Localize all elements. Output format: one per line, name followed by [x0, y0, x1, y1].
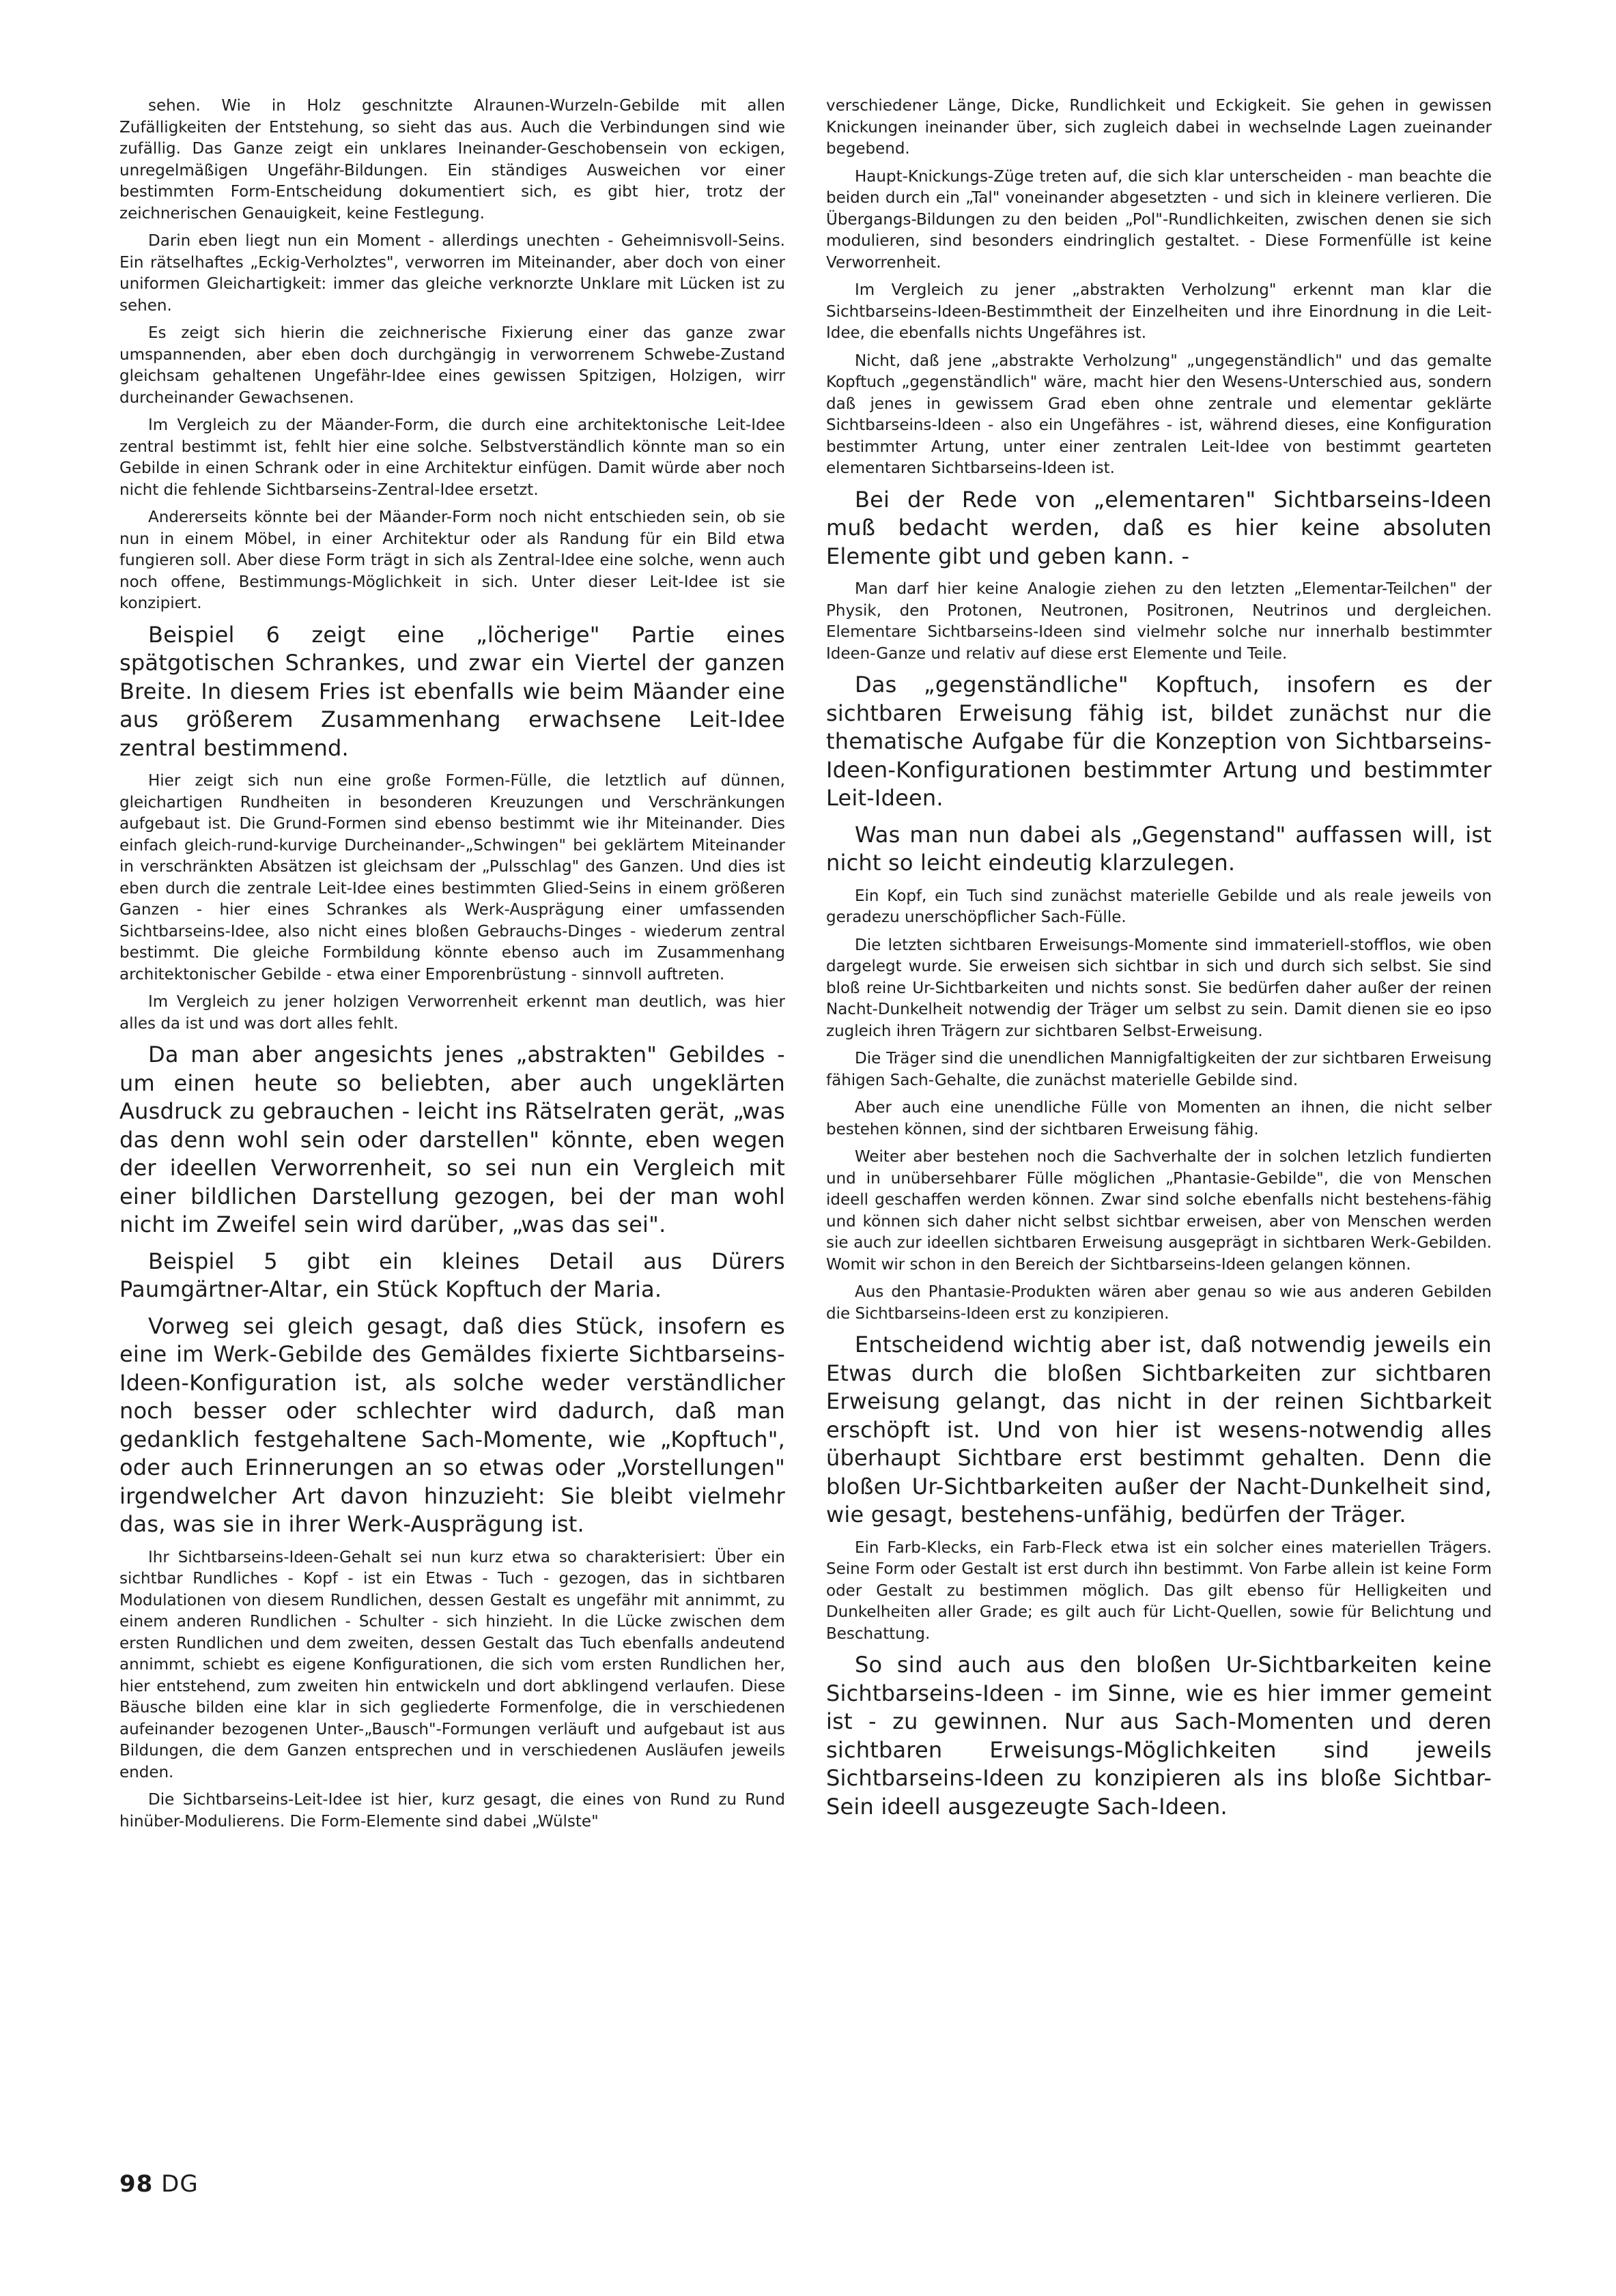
left-column: [119, 96, 785, 1839]
paragraph-large: Beispiel 6 zeigt eine „löcherige" Partie eines spätgotischen Schrankes, und zwar ein Viertel der ganzen Breite. In diesem Fries ist ebenfalls wie beim Mäander eine aus größerem Zusammenhang erwachsene Leit-Idee zentral bestimmend.: [119, 621, 785, 761]
paragraph: Aus den Phantasie-Produkten wären aber genau so wie aus anderen Gebilden die Sichtbarseins-Ideen erst zu konzipieren.: [826, 1283, 1492, 1323]
paragraph-large: Vorweg sei gleich gesagt, daß dies Stück, insofern es eine im Werk-Gebilde des Gemäldes fixierte Sichtbarseins-Ideen-Konfiguration ist, als solche weder verständlicher noch besser oder schlechter wird dadurch, daß man gedanklich festgehaltene Sach-Momente, wie „Kopftuch", oder auch Erinnerungen an so etwas oder „Vorstellungen" irgendwelcher Art davon hinzuzieht: Sie bleibt vielmehr das, was sie in ihrer Werk-Ausprägung ist.: [119, 1312, 785, 1537]
paragraph: Ihr Sichtbarseins-Ideen-Gehalt sei nun kurz etwa so charakterisiert: Über ein sichtbar Rundliches - Kopf - ist ein Etwas - Tuch - gezogen, das in sichtbaren Modulationen von diesem Rundlichen, dessen Gestalt es ungefähr mit annimmt, zu einem anderen Rundlichen - Schulter - sich hinzieht. In die Lücke zwischen dem ersten Rundlichen und dem zweiten, dessen Gestalt das Tuch ebenfalls andeutend annimmt, schiebt es eigene Konfigurationen, die sich vom ersten Rundlichen her, hier entstehend, zum zweiten hin entwickeln und dort abklingend verlaufen. Diese Bäusche bilden eine klar in sich gegliederte Formenfolge, die in verschiedenen aufeinander bezogenen Unter-„Bausch"-Formungen verläuft und aufgebaut ist aus Bildungen, die dem Ganzen entsprechen und in verschiedenen Ausläufen jeweils enden.: [119, 1548, 785, 1781]
paragraph: Ein Kopf, ein Tuch sind zunächst materielle Gebilde und als reale jeweils von geradezu unerschöpflicher Sach-Fülle.: [826, 887, 1492, 926]
page-number: 98: [119, 2170, 154, 2198]
right-column: [826, 96, 1492, 1829]
paragraph-large: Was man nun dabei als „Gegenstand" auffassen will, ist nicht so leicht eindeutig klarzulegen.: [826, 821, 1492, 876]
paragraph: verschiedener Länge, Dicke, Rundlichkeit und Eckigkeit. Sie gehen in gewissen Knickungen ineinander über, sich zugleich dabei in wechselnde Lagen zueinander begebend.: [826, 97, 1492, 158]
journal-abbreviation: DG: [161, 2170, 199, 2198]
paragraph-large: Das „gegenständliche" Kopftuch, insofern es der sichtbaren Erweisung fähig ist, bildet zunächst nur die thematische Aufgabe für die Konzeption von Sichtbarseins-Ideen-Konfigurationen bestimmter Artung und bestimmter Leit-Ideen.: [826, 672, 1492, 811]
paragraph: Andererseits könnte bei der Mäander-Form noch nicht entschieden sein, ob sie nun in einem Möbel, in einer Architektur oder als Randung für ein Bild etwa fungieren soll. Aber diese Form trägt in sich als Zentral-Idee eine solche, wenn auch noch offene, Bestimmungs-Möglichkeit in sich. Unter dieser Leit-Idee ist sie konzipiert.: [119, 508, 785, 612]
paragraph: Die letzten sichtbaren Erweisungs-Momente sind immateriell-stofflos, wie oben dargelegt wurde. Sie erweisen sich sichtbar in sich und durch sich selbst. Sie sind bloß reine Ur-Sichtbarkeiten und nichts sonst. Sie bedürfen daher außer der reinen Nacht-Dunkelheit notwendig der Träger um selbst zu sein. Damit dienen sie eo ipso zugleich ihren Trägern zur sichtbaren Selbst-Erweisung.: [826, 936, 1492, 1040]
paragraph: Ein Farb-Klecks, ein Farb-Fleck etwa ist ein solcher eines materiellen Trägers. Seine Form oder Gestalt ist erst durch ihn bestimmt. Von Farbe allein ist keine Form oder Gestalt zu bestimmen möglich. Das gilt ebenso für Helligkeiten und Dunkelheiten aller Grade; es gilt auch für Licht-Quellen, sowie für Belichtung und Beschattung.: [826, 1538, 1492, 1643]
paragraph-large: Beispiel 5 gibt ein kleines Detail aus Dürers Paumgärtner-Altar, ein Stück Kopftuch der Maria.: [119, 1248, 785, 1302]
paragraph: Die Träger sind die unendlichen Mannigfaltigkeiten der zur sichtbaren Erweisung fähigen Sach-Gehalte, die zunächst materielle Gebilde sind.: [826, 1050, 1492, 1089]
paragraph: Im Vergleich zu jener „abstrakten Verholzung" erkennt man klar die Sichtbarseins-Ideen-Bestimmtheit der Einzelheiten und ihre Einordnung in die Leit-Idee, die ebenfalls nichts Ungefähres ist.: [826, 281, 1492, 342]
page-footer: [119, 2170, 199, 2198]
paragraph-large: Entscheidend wichtig aber ist, daß notwendig jeweils ein Etwas durch die bloßen Sichtbarkeiten zur sichtbaren Erweisung gelangt, das nicht in der reinen Sichtbarkeit erschöpft ist. Und von hier ist wesens-notwendig alles überhaupt Sichtbare erst bestimmt gehalten. Denn die bloßen Ur-Sichtbarkeiten außer der Nacht-Dunkelheit sind, wie gesagt, bestehens-unfähig, bedürfen der Träger.: [826, 1332, 1492, 1527]
paragraph: Haupt-Knickungs-Züge treten auf, die sich klar unterscheiden - man beachte die beiden durch ein „Tal" voneinander abgesetzten - und sich in kleinere verlieren. Die Übergangs-Bildungen zu den beiden „Pol"-Rundlichkeiten, zwischen denen sie sich modulieren, sind besonders eindringlich gestaltet. - Diese Formenfülle ist keine Verworrenheit.: [826, 167, 1492, 272]
paragraph: sehen. Wie in Holz geschnitzte Alraunen-Wurzeln-Gebilde mit allen Zufälligkeiten der Entstehung, so sieht das aus. Auch die Verbindungen sind wie zufällig. Das Ganze zeigt ein unklares Ineinander-Geschobensein von eckigen, unregelmäßigen Ungefähr-Bildungen. Ein ständiges Ausweichen vor einer bestimmten Form-Entscheidung dokumentiert sich, es gibt hier, trotz der zeichnerischen Genauigkeit, keine Festlegung.: [119, 97, 785, 223]
paragraph: Aber auch eine unendliche Fülle von Momenten an ihnen, die nicht selber bestehen können, sind der sichtbaren Erweisung fähig.: [826, 1099, 1492, 1138]
paragraph: Nicht, daß jene „abstrakte Verholzung" „ungegenständlich" und das gemalte Kopftuch „gegenständlich" wäre, macht hier den Wesens-Unterschied aus, sondern daß jenes in gewissem Grad eben ohne zentrale und elementar geklärte Sichtbarseins-Ideen - also ein Ungefähres - ist, während dieses, eine Konfiguration bestimmter Artung, unter einer zentralen Leit-Idee von bestimmt gearteten elementaren Sichtbarseins-Ideen ist.: [826, 351, 1492, 477]
paragraph-large: Bei der Rede von „elementaren" Sichtbarseins-Ideen muß bedacht werden, daß es hier keine absoluten Elemente gibt und geben kann. -: [826, 486, 1492, 569]
paragraph: Darin eben liegt nun ein Moment - allerdings unechten - Geheimnisvoll-Seins. Ein rätselhaftes „Eckig-Verholztes", verworren im Miteinander, aber doch von einer uniformen Gleichartigkeit: immer das gleiche verknorzte Unklare mit Lücken ist zu sehen.: [119, 232, 785, 315]
paragraph: Weiter aber bestehen noch die Sachverhalte der in solchen letzlich fundierten und in unübersehbarer Fülle möglichen „Phantasie-Gebilde", die von Menschen ideell geschaffen werden können. Zwar sind solche ebenfalls nicht bestehens-fähig und können sich daher nicht selbst sichtbar erweisen, aber von Menschen werden sie auch zur ideellen sichtbaren Erweisung ausgeprägt in sichtbaren Werk-Gebilden. Womit wir schon in den Bereich der Sichtbarseins-Ideen gelangen können.: [826, 1148, 1492, 1274]
paragraph: Man darf hier keine Analogie ziehen zu den letzten „Elementar-Teilchen" der Physik, den Protonen, Neutronen, Positronen, Neutrinos und dergleichen. Elementare Sichtbarseins-Ideen sind vielmehr solche nur innerhalb bestimmter Ideen-Ganze und relativ auf diese erst Elemente und Teile.: [826, 580, 1492, 663]
paragraph: Die Sichtbarseins-Leit-Idee ist hier, kurz gesagt, die eines von Rund zu Rund hinüber-Modulierens. Die Form-Elemente sind dabei „Wülste": [119, 1791, 785, 1831]
paragraph: Im Vergleich zu der Mäander-Form, die durch eine architektonische Leit-Idee zentral bestimmt ist, fehlt hier eine solche. Selbstverständlich könnte man so ein Gebilde in einen Schrank oder in eine Architektur einfügen. Damit würde aber noch nicht die fehlende Sichtbarseins-Zentral-Idee ersetzt.: [119, 416, 785, 499]
paragraph: Hier zeigt sich nun eine große Formen-Fülle, die letztlich auf dünnen, gleichartigen Rundheiten in besonderen Kreuzungen und Verschränkungen aufgebaut ist. Die Grund-Formen sind ebenso bestimmt wie ihr Miteinander. Dies einfach gleich-rund-kurvige Durcheinander-„Schwingen" bei geklärtem Miteinander in verschränkten Absätzen ist gleichsam der „Pulsschlag" des Ganzen. Und dies ist eben durch die zentrale Leit-Idee eines bestimmten Glied-Seins in einem größeren Ganzen - hier eines Schrankes als Werk-Ausprägung einer umfassenden Sichtbarseins-Idee, also nicht eines bloßen Gebrauchs-Dinges - wiederum zentral bestimmt. Die gleiche Formbildung könnte ebenso auch im Zusammenhang architektonischer Gebilde - etwa einer Emporenbrüstung - sinnvoll auftreten.: [119, 772, 785, 984]
paragraph: Es zeigt sich hierin die zeichnerische Fixierung einer das ganze zwar umspannenden, aber eben doch durchgängig in verworrenem Schwebe-Zustand gleichsam gehaltenen Ungefähr-Idee eines gewissen Spitzigen, Holzigen, wirr durcheinander Gewachsenen.: [119, 324, 785, 407]
paragraph: Im Vergleich zu jener holzigen Verworrenheit erkennt man deutlich, was hier alles da ist und was dort alles fehlt.: [119, 993, 785, 1033]
paragraph-large: Da man aber angesichts jenes „abstrakten" Gebildes - um einen heute so beliebten, aber auch ungeklärten Ausdruck zu gebrauchen - leicht ins Rätselraten gerät, „was das denn wohl sein oder darstellen" könnte, eben wegen der ideellen Verworrenheit, so sei nun ein Vergleich mit einer bildlichen Darstellung gezogen, bei der man wohl nicht im Zweifel sein wird darüber, „was das sei".: [119, 1042, 785, 1237]
paragraph-large: So sind auch aus den bloßen Ur-Sichtbarkeiten keine Sichtbarseins-Ideen - im Sinne, wie es hier immer gemeint ist - zu gewinnen. Nur aus Sach-Momenten und deren sichtbaren Erweisungs-Möglichkeiten sind jeweils Sichtbarseins-Ideen zu konzipieren als ins bloße Sichtbar-Sein ideell ausgezeugte Sach-Ideen.: [826, 1652, 1492, 1820]
